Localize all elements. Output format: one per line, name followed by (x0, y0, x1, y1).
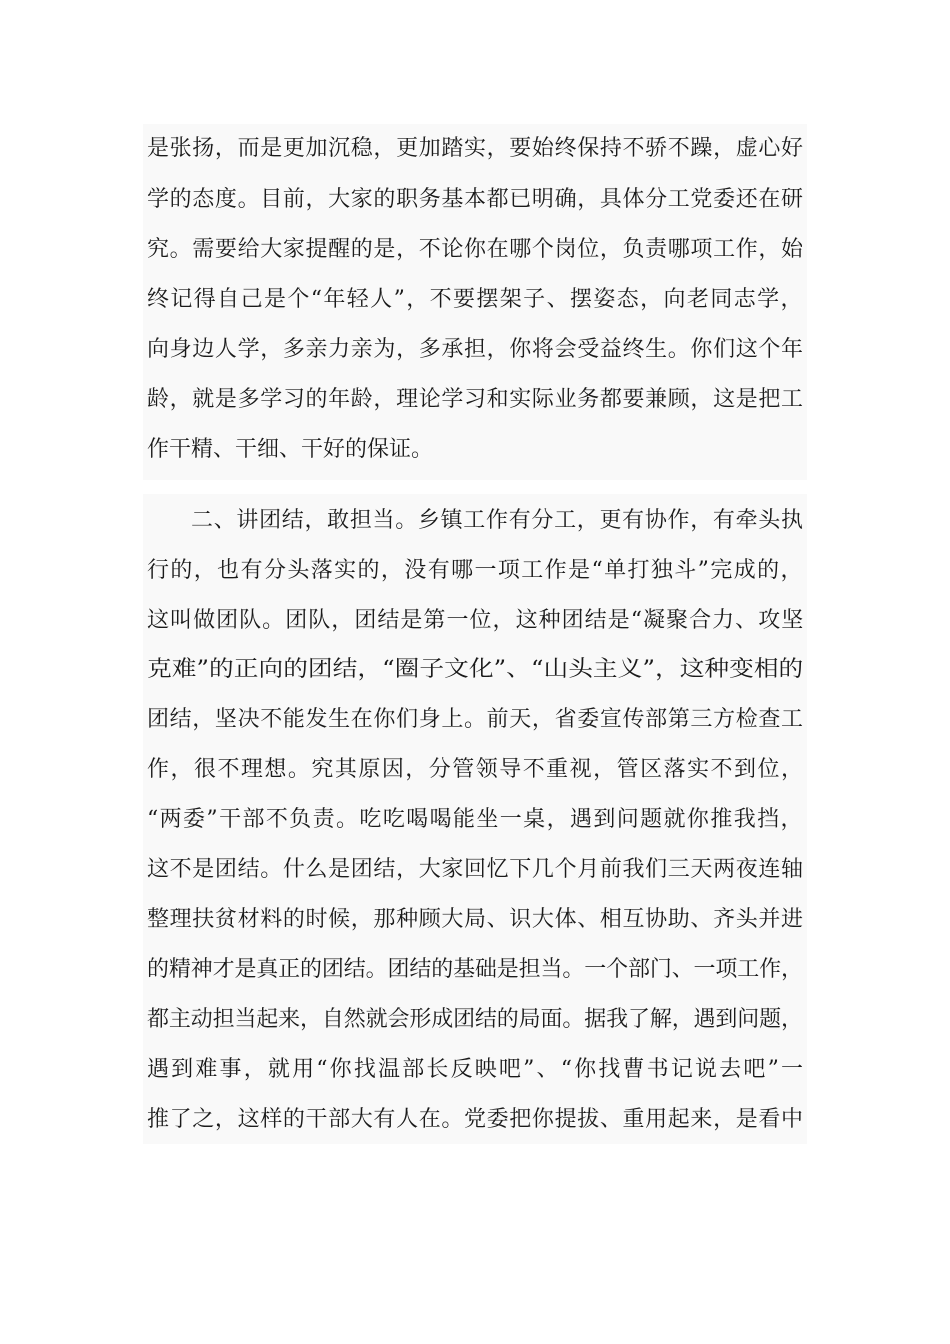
text-line: 究。需要给大家提醒的是，不论你在哪个岗位，负责哪项工作，始 (147, 237, 804, 262)
text-line: 整理扶贫材料的时候，那种顾大局、识大体、相互协助、齐头并进 (147, 907, 804, 932)
text-line: 的精神才是真正的团结。团结的基础是担当。一个部门、一项工作， (147, 957, 803, 982)
text-line: 团结，坚决不能发生在你们身上。前天，省委宣传部第三方检查工 (147, 707, 804, 732)
text-line: 终记得自己是个“年轻人”，不要摆架子、摆姿态，向老同志学， (147, 287, 804, 312)
text-line: 作，很不理想。究其原因，分管领导不重视，管区落实不到位， (147, 757, 805, 782)
text-line: 作干精、干细、干好的保证。 (147, 437, 434, 462)
text-line: 学的态度。目前，大家的职务基本都已明确，具体分工党委还在研 (147, 187, 804, 212)
text-line: 是张扬，而是更加沉稳，更加踏实，要始终保持不骄不躁，虚心好 (147, 136, 804, 161)
text-line: 龄，就是多学习的年龄，理论学习和实际业务都要兼顾，这是把工 (147, 387, 804, 412)
text-line: 行的，也有分头落实的，没有哪一项工作是“单打独斗”完成的， (147, 558, 804, 583)
text-line: 都主动担当起来，自然就会形成团结的局面。据我了解，遇到问题， (147, 1007, 803, 1032)
text-line: 这不是团结。什么是团结，大家回忆下几个月前我们三天两夜连轴 (147, 857, 804, 882)
text-line: “两委”干部不负责。吃吃喝喝能坐一桌，遇到问题就你推我挡， (147, 807, 804, 832)
paragraph-1 (143, 124, 807, 480)
text-line: 克难”的正向的团结，“圈子文化”、“山头主义”，这种变相的 (147, 657, 804, 682)
text-line: 这叫做团队。团队，团结是第一位，这种团结是“凝聚合力、攻坚 (147, 608, 805, 633)
text-line: 向身边人学，多亲力亲为，多承担，你将会受益终生。你们这个年 (147, 337, 804, 362)
text-line: 遇到难事，就用“你找温部长反映吧”、“你找曹书记说去吧”一 (147, 1057, 806, 1082)
text-line: 推了之，这样的干部大有人在。党委把你提拔、重用起来，是看中 (147, 1107, 804, 1132)
paragraph-2 (143, 494, 807, 1144)
text-line: 二、讲团结，敢担当。乡镇工作有分工，更有协作，有牵头执 (191, 508, 804, 533)
